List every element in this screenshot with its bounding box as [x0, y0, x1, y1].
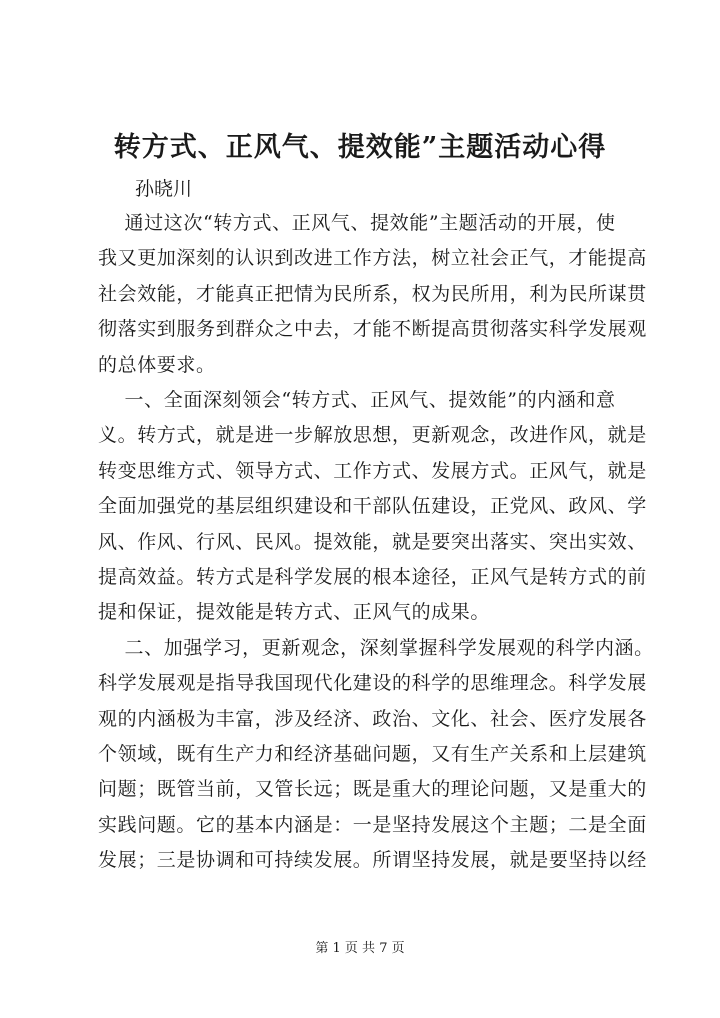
body-text-line: 提和保证，提效能是转方式、正风气的成果。 — [98, 601, 491, 624]
document-title: 转方式、正风气、提效能”主题活动心得 — [113, 132, 607, 163]
body-text-line: 的总体要求。 — [98, 353, 216, 376]
body-text-line: 彻落实到服务到群众之中去，才能不断提高贯彻落实科学发展观 — [98, 318, 647, 341]
body-text-line: 一、全面深刻领会“转方式、正风气、提效能”的内涵和意 — [98, 389, 616, 411]
body-text-line: 实践问题。它的基本内涵是：一是坚持发展这个主题；二是全面 — [98, 813, 647, 836]
body-text-line: 全面加强党的基层组织建设和干部队伍建设，正党风、政风、学 — [98, 495, 647, 518]
body-text-line: 提高效益。转方式是科学发展的根本途径，正风气是转方式的前 — [98, 566, 647, 588]
page-footer: 第 1 页 共 7 页 — [315, 941, 405, 956]
body-text-line: 发展；三是协调和可持续发展。所谓坚持发展，就是要坚持以经 — [98, 849, 647, 872]
body-text-line: 科学发展观是指导我国现代化建设的科学的思维理念。科学发展 — [98, 672, 647, 695]
body-text-line: 义。转方式，就是进一步解放思想，更新观念，改进作风，就是 — [98, 424, 647, 447]
body-text-line: 问题；既管当前，又管长远；既是重大的理论问题，又是重大的 — [98, 778, 647, 801]
body-text-line: 风、作风、行风、民风。提效能，就是要突出落实、突出实效、 — [98, 530, 647, 553]
body-text-line: 观的内涵极为丰富，涉及经济、政治、文化、社会、医疗发展各 — [98, 707, 647, 730]
body-text-line: 二、加强学习，更新观念，深刻掌握科学发展观的科学内涵。 — [98, 636, 654, 659]
body-text-line: 个领域，既有生产力和经济基础问题，又有生产关系和上层建筑 — [98, 743, 647, 765]
author-name: 孙晓川 — [135, 178, 193, 200]
body-text-line: 转变思维方式、领导方式、工作方式、发展方式。正风气，就是 — [98, 459, 647, 482]
body-text-line: 通过这次“转方式、正风气、提效能”主题活动的开展，使 — [98, 212, 616, 234]
body-text-line: 社会效能，才能真正把情为民所系，权为民所用，利为民所谋贯 — [98, 282, 647, 305]
body-text-line: 我又更加深刻的认识到改进工作方法，树立社会正气，才能提高 — [98, 247, 647, 270]
